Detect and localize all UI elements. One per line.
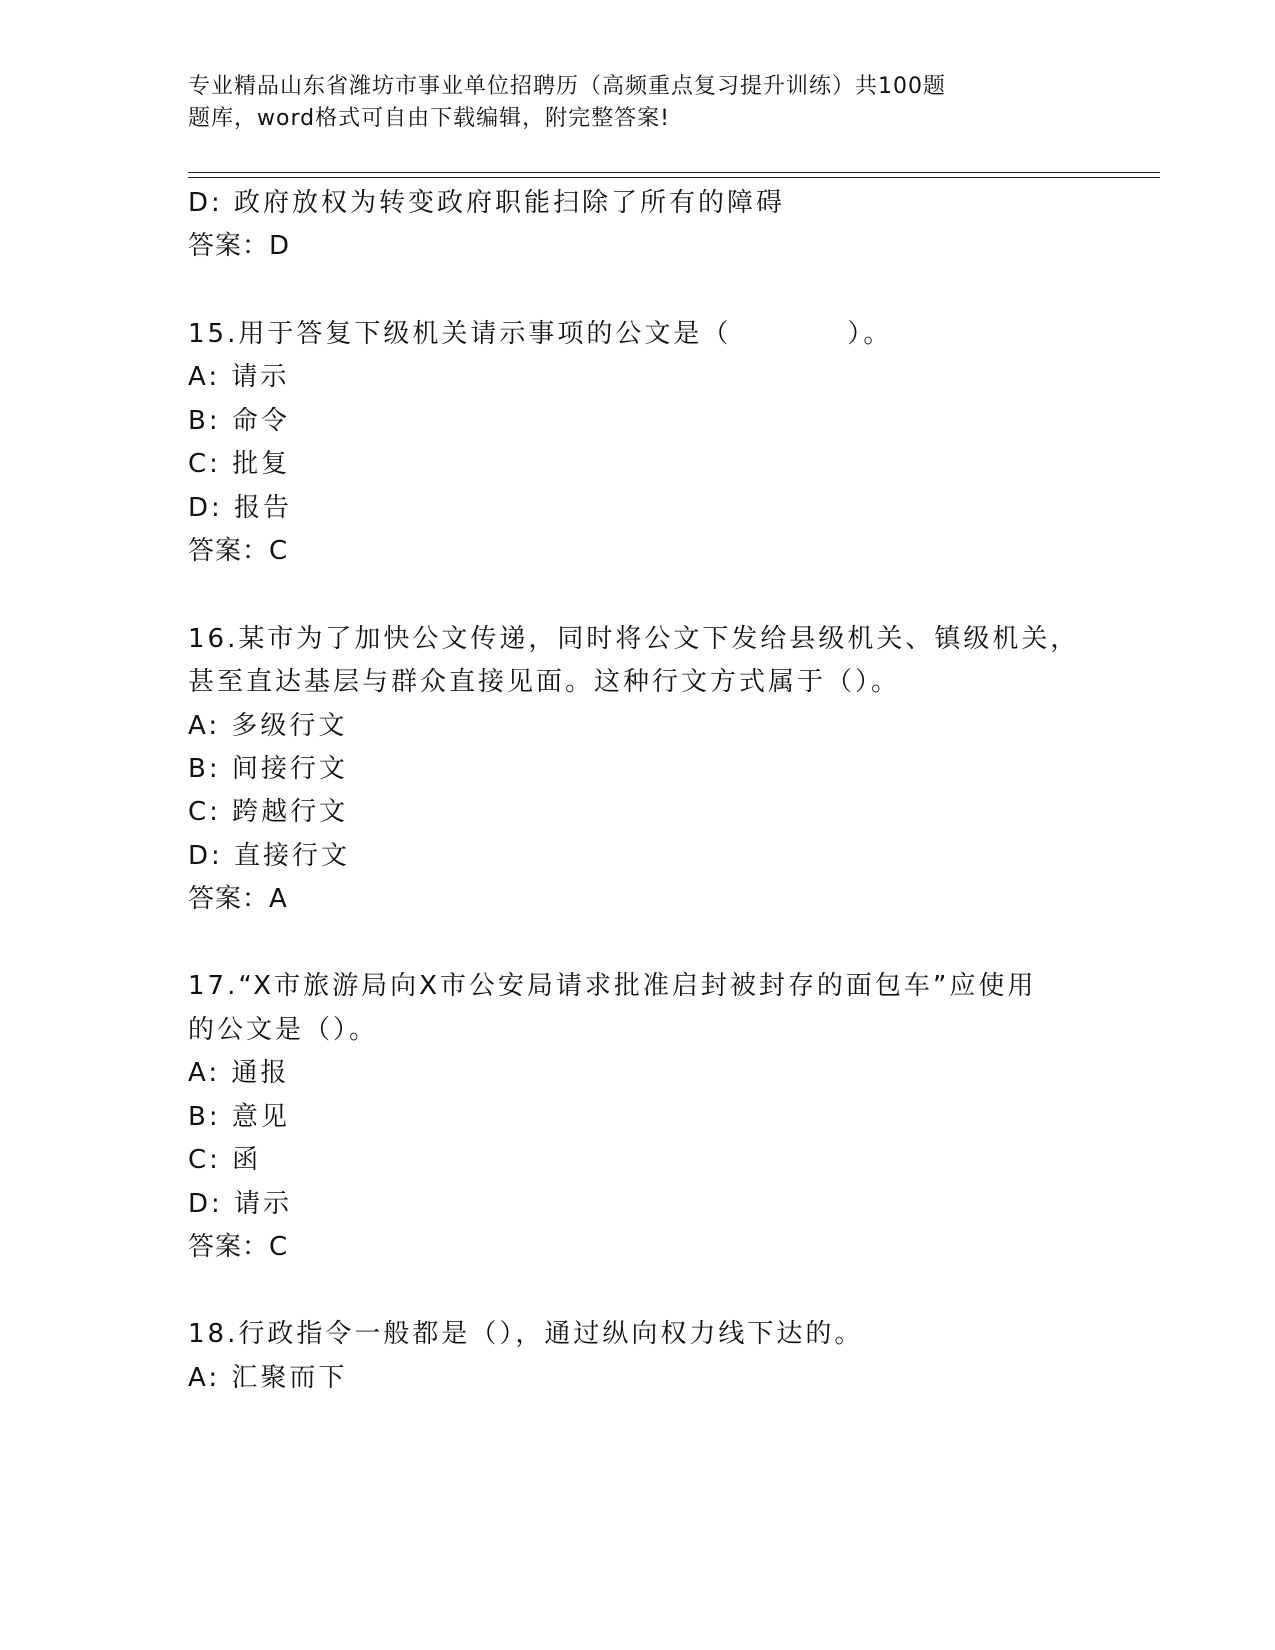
option-d: D: 报告 <box>188 493 293 523</box>
option-c: C: 函 <box>188 1145 262 1175</box>
option-d: D: 政府放权为转变政府职能扫除了所有的障碍 <box>188 188 786 218</box>
question-stem: 15.用于答复下级机关请示事项的公文是（ ）。 <box>188 319 893 349</box>
option-b: B: 命令 <box>188 406 290 436</box>
option-a: A: 多级行文 <box>188 711 348 741</box>
option-a: A: 汇聚而下 <box>188 1363 348 1393</box>
answer-line: 答案：C <box>188 1232 289 1262</box>
answer-line: 答案：C <box>188 536 289 566</box>
document-title-line-2: 题库，word格式可自由下载编辑，附完整答案! <box>188 106 670 131</box>
question-stem-continued: 的公文是（）。 <box>188 1015 379 1045</box>
option-a: A: 通报 <box>188 1058 290 1088</box>
option-c: C: 跨越行文 <box>188 797 349 827</box>
question-stem: 17.“X市旅游局向X市公安局请求批准启封被封存的面包车”应使用 <box>188 971 1037 1001</box>
option-c: C: 批复 <box>188 449 291 479</box>
option-b: B: 间接行文 <box>188 754 348 784</box>
option-d: D: 请示 <box>188 1189 293 1219</box>
header-divider-top <box>188 172 1160 173</box>
option-b: B: 意见 <box>188 1102 290 1132</box>
question-stem-continued: 甚至直达基层与群众直接见面。这种行文方式属于（）。 <box>188 667 901 697</box>
option-d: D: 直接行文 <box>188 841 351 871</box>
question-stem: 16.某市为了加快公文传递，同时将公文下发给县级机关、镇级机关， <box>188 624 1080 654</box>
document-title-line-1: 专业精品山东省潍坊市事业单位招聘历（高频重点复习提升训练）共100题 <box>188 74 946 99</box>
option-a: A: 请示 <box>188 362 290 392</box>
header-divider-bottom <box>188 177 1160 178</box>
question-stem: 18.行政指令一般都是（），通过纵向权力线下达的。 <box>188 1319 864 1349</box>
answer-line: 答案：D <box>188 231 291 261</box>
answer-line: 答案：A <box>188 884 288 914</box>
